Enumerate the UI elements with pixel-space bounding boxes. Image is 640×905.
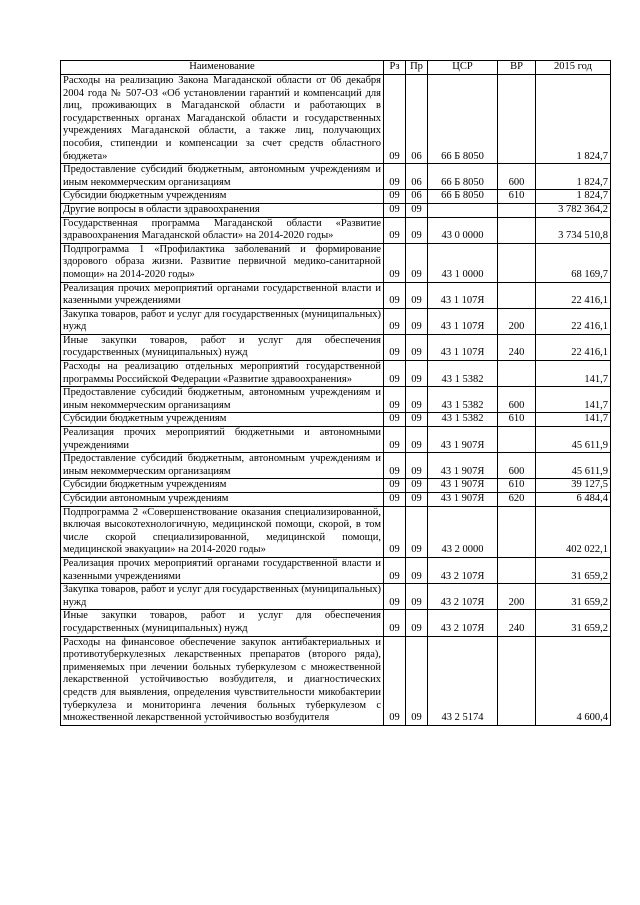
cell-rz: 09 [384, 427, 406, 453]
table-body [61, 75, 611, 726]
cell-csr: 43 1 107Я [428, 308, 498, 334]
cell-pr: 06 [406, 164, 428, 190]
cell-sum: 3 734 510,8 [536, 217, 611, 243]
cell-sum: 141,7 [536, 413, 611, 427]
cell-sum: 45 611,9 [536, 453, 611, 479]
cell-name: Субсидии автономным учреждениям [61, 493, 384, 507]
cell-name: Расходы на финансовое обеспечение закупок антибактериальных и противотуберкулезных лекарственных препаратов (второго ряда), применяемых при лечении больных туберкулезом с множественной лекарственной устойчивостью возбудителя, и диагностических средств для выявления, определения чувствительности микобактерии туберкулеза и мониторинга лечения больных туберкулезом с множественной лекарственной устойчивостью возбудителя [61, 636, 384, 725]
table-header [61, 61, 611, 75]
cell-csr: 43 2 107Я [428, 584, 498, 610]
cell-pr: 09 [406, 203, 428, 217]
cell-rz: 09 [384, 243, 406, 282]
cell-rz: 09 [384, 308, 406, 334]
cell-pr: 09 [406, 427, 428, 453]
cell-vr [498, 243, 536, 282]
cell-pr: 06 [406, 75, 428, 164]
cell-vr [498, 361, 536, 387]
cell-pr: 09 [406, 217, 428, 243]
cell-csr: 43 0 0000 [428, 217, 498, 243]
cell-vr: 600 [498, 387, 536, 413]
table-row [61, 308, 611, 334]
cell-vr: 200 [498, 308, 536, 334]
cell-vr: 600 [498, 453, 536, 479]
cell-rz: 09 [384, 75, 406, 164]
cell-vr: 600 [498, 164, 536, 190]
cell-vr [498, 282, 536, 308]
table-row [61, 427, 611, 453]
cell-csr: 43 1 907Я [428, 427, 498, 453]
cell-rz: 09 [384, 493, 406, 507]
cell-sum: 31 659,2 [536, 557, 611, 583]
cell-sum: 39 127,5 [536, 479, 611, 493]
cell-pr: 09 [406, 453, 428, 479]
cell-pr: 09 [406, 506, 428, 557]
budget-table [60, 60, 611, 726]
cell-sum: 6 484,4 [536, 493, 611, 507]
cell-pr: 09 [406, 610, 428, 636]
header-year: 2015 год [536, 61, 611, 75]
cell-pr: 09 [406, 334, 428, 360]
cell-pr: 09 [406, 413, 428, 427]
cell-rz: 09 [384, 387, 406, 413]
cell-csr: 43 1 907Я [428, 493, 498, 507]
cell-vr [498, 636, 536, 725]
cell-vr: 610 [498, 413, 536, 427]
table-row [61, 557, 611, 583]
cell-vr: 610 [498, 479, 536, 493]
table-row [61, 479, 611, 493]
cell-name: Реализация прочих мероприятий органами государственной власти и казенными учреждениями [61, 282, 384, 308]
cell-sum: 68 169,7 [536, 243, 611, 282]
cell-csr: 43 1 107Я [428, 334, 498, 360]
table-row [61, 190, 611, 204]
cell-rz: 09 [384, 282, 406, 308]
cell-vr: 620 [498, 493, 536, 507]
cell-sum: 1 824,7 [536, 190, 611, 204]
cell-name: Государственная программа Магаданской области «Развитие здравоохранения Магаданской области» на 2014-2020 годы» [61, 217, 384, 243]
cell-rz: 09 [384, 584, 406, 610]
cell-csr: 43 1 0000 [428, 243, 498, 282]
table-row [61, 243, 611, 282]
cell-rz: 09 [384, 610, 406, 636]
cell-rz: 09 [384, 334, 406, 360]
cell-name: Предоставление субсидий бюджетным, автономным учреждениям и иным некоммерческим организациям [61, 453, 384, 479]
cell-sum: 402 022,1 [536, 506, 611, 557]
cell-name: Субсидии бюджетным учреждениям [61, 479, 384, 493]
cell-rz: 09 [384, 217, 406, 243]
cell-vr: 200 [498, 584, 536, 610]
cell-vr [498, 75, 536, 164]
cell-vr: 240 [498, 334, 536, 360]
cell-sum: 1 824,7 [536, 164, 611, 190]
cell-pr: 09 [406, 557, 428, 583]
table-row [61, 453, 611, 479]
header-name: Наименование [61, 61, 384, 75]
cell-sum: 22 416,1 [536, 334, 611, 360]
cell-csr: 43 1 907Я [428, 479, 498, 493]
cell-pr: 09 [406, 493, 428, 507]
cell-rz: 09 [384, 479, 406, 493]
cell-pr: 09 [406, 387, 428, 413]
table-row [61, 361, 611, 387]
cell-rz: 09 [384, 557, 406, 583]
cell-vr [498, 427, 536, 453]
cell-csr: 43 2 0000 [428, 506, 498, 557]
document-page [60, 60, 610, 726]
cell-sum: 4 600,4 [536, 636, 611, 725]
cell-name: Субсидии бюджетным учреждениям [61, 413, 384, 427]
cell-name: Иные закупки товаров, работ и услуг для обеспечения государственных (муниципальных) нужд [61, 334, 384, 360]
cell-pr: 09 [406, 282, 428, 308]
cell-rz: 09 [384, 361, 406, 387]
cell-csr: 66 Б 8050 [428, 164, 498, 190]
cell-rz: 09 [384, 506, 406, 557]
cell-name: Подпрограмма 1 «Профилактика заболеваний и формирование здорового образа жизни. Развитие первичной медико-санитарной помощи» на 2014-2020 годы» [61, 243, 384, 282]
table-row [61, 217, 611, 243]
cell-sum: 22 416,1 [536, 282, 611, 308]
cell-name: Другие вопросы в области здравоохранения [61, 203, 384, 217]
cell-csr: 43 1 907Я [428, 453, 498, 479]
table-row [61, 610, 611, 636]
cell-name: Закупка товаров, работ и услуг для государственных (муниципальных) нужд [61, 308, 384, 334]
table-row [61, 75, 611, 164]
table-row [61, 164, 611, 190]
cell-name: Реализация прочих мероприятий бюджетными и автономными учреждениями [61, 427, 384, 453]
cell-pr: 09 [406, 636, 428, 725]
table-row [61, 387, 611, 413]
cell-pr: 09 [406, 479, 428, 493]
cell-sum: 141,7 [536, 387, 611, 413]
cell-pr: 09 [406, 361, 428, 387]
cell-name: Иные закупки товаров, работ и услуг для обеспечения государственных (муниципальных) нужд [61, 610, 384, 636]
cell-sum: 141,7 [536, 361, 611, 387]
cell-vr [498, 506, 536, 557]
cell-rz: 09 [384, 413, 406, 427]
cell-csr: 43 1 107Я [428, 282, 498, 308]
cell-sum: 31 659,2 [536, 584, 611, 610]
cell-csr: 66 Б 8050 [428, 75, 498, 164]
cell-rz: 09 [384, 453, 406, 479]
cell-pr: 06 [406, 190, 428, 204]
cell-csr: 43 1 5382 [428, 387, 498, 413]
cell-pr: 09 [406, 308, 428, 334]
cell-name: Подпрограмма 2 «Совершенствование оказания специализированной, включая высокотехнологичную, медицинской помощи, скорой, в том числе скорой специализированной, медицинской помощи, медицинской эвакуации» на 2014-2020 годы» [61, 506, 384, 557]
table-row [61, 282, 611, 308]
cell-name: Предоставление субсидий бюджетным, автономным учреждениям и иным некоммерческим организациям [61, 164, 384, 190]
cell-csr [428, 203, 498, 217]
cell-name: Предоставление субсидий бюджетным, автономным учреждениям и иным некоммерческим организациям [61, 387, 384, 413]
table-row [61, 636, 611, 725]
cell-name: Закупка товаров, работ и услуг для государственных (муниципальных) нужд [61, 584, 384, 610]
cell-pr: 09 [406, 243, 428, 282]
header-pr: Пр [406, 61, 428, 75]
table-row [61, 334, 611, 360]
cell-name: Расходы на реализацию отдельных мероприятий государственной программы Российской Федерации «Развитие здравоохранения» [61, 361, 384, 387]
header-rz: Рз [384, 61, 406, 75]
cell-vr [498, 557, 536, 583]
cell-name: Субсидии бюджетным учреждениям [61, 190, 384, 204]
cell-sum: 45 611,9 [536, 427, 611, 453]
cell-rz: 09 [384, 636, 406, 725]
cell-csr: 43 1 5382 [428, 361, 498, 387]
cell-pr: 09 [406, 584, 428, 610]
cell-csr: 43 2 107Я [428, 557, 498, 583]
cell-sum: 3 782 364,2 [536, 203, 611, 217]
header-csr: ЦСР [428, 61, 498, 75]
cell-rz: 09 [384, 164, 406, 190]
cell-name: Расходы на реализацию Закона Магаданской области от 06 декабря 2004 года № 507-ОЗ «Об установлении гарантий и компенсаций для лиц, проживающих в Магаданской области и работающих в государственных органах Магаданской области и государственных учреждениях Магаданской области, а также лиц, получающих пособия, стипендии и компенсации за счет средств областного бюджета» [61, 75, 384, 164]
table-row [61, 413, 611, 427]
cell-rz: 09 [384, 203, 406, 217]
table-row [61, 506, 611, 557]
cell-vr: 610 [498, 190, 536, 204]
cell-csr: 43 2 5174 [428, 636, 498, 725]
cell-vr: 240 [498, 610, 536, 636]
cell-name: Реализация прочих мероприятий органами государственной власти и казенными учреждениями [61, 557, 384, 583]
table-row [61, 203, 611, 217]
cell-rz: 09 [384, 190, 406, 204]
cell-csr: 43 2 107Я [428, 610, 498, 636]
cell-csr: 66 Б 8050 [428, 190, 498, 204]
cell-vr [498, 217, 536, 243]
cell-sum: 1 824,7 [536, 75, 611, 164]
cell-vr [498, 203, 536, 217]
cell-sum: 22 416,1 [536, 308, 611, 334]
cell-sum: 31 659,2 [536, 610, 611, 636]
header-vr: ВР [498, 61, 536, 75]
cell-csr: 43 1 5382 [428, 413, 498, 427]
table-row [61, 493, 611, 507]
table-row [61, 584, 611, 610]
